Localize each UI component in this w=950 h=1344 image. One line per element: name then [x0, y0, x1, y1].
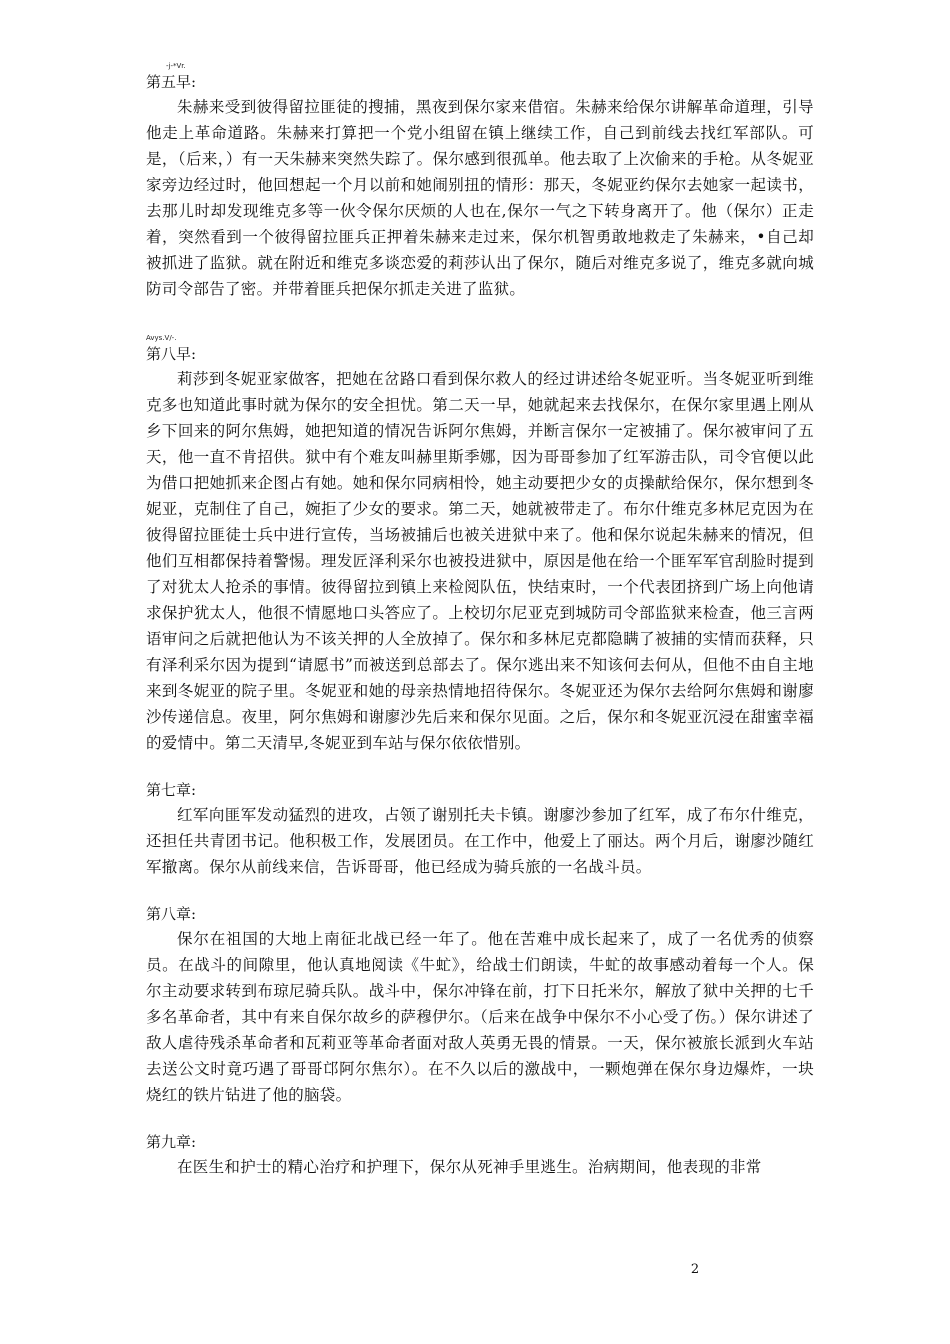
chapter-heading-1: 第五早:	[146, 73, 197, 91]
document-body	[146, 62, 814, 1180]
chapter-paragraph-3: 红军向匪军发动猛烈的进攻，占领了谢别托夫卡镇。谢廖沙参加了红军，成了布尔什维克，还担任共青团书记。他积极工作，发展团员。在工作中，他爱上了丽达。两个月后，谢廖沙随红军撤离。保尔从前线来信，告诉哥哥，他已经成为骑兵旅的一名战斗员。	[146, 806, 814, 876]
chapter-paragraph-5: 在医生和护士的精心治疗和护理下，保尔从死神手里逃生。治病期间，他表现的非常	[177, 1158, 762, 1176]
chapter-heading-5: 第九章:	[146, 1133, 197, 1151]
chapter-heading-4: 第八章:	[146, 905, 197, 923]
section-spacer	[146, 1108, 814, 1130]
section-spacer	[146, 756, 814, 778]
chapter-paragraph-2: 莉莎到冬妮亚家做客，把她在岔路口看到保尔救人的经过讲述给冬妮亚听。当冬妮亚听到维克多也知道此事时就为保尔的安全担忧。第二天一早，她就起来去找保尔，在保尔家里遇上刚从乡下回来的阿尔焦姆，她把知道的情况告诉阿尔焦姆，并断言保尔一定被捕了。保尔被审问了五天，他一直不肯招供。狱中有个难友叫赫里斯季娜，因为哥哥参加了红军游击队，司令官便以此为借口把她抓来企图占有她。她和保尔同病相怜，她主动要把少女的贞操献给保尔，保尔想到冬妮亚，克制住了自己，婉拒了少女的要求。第二天，她就被带走了。布尔什维克多林尼克因为在彼得留拉匪徒士兵中进行宣传，当场被捕后也被关进狱中来了。他和保尔说起朱赫来的情况，但他们互相都保持着警惕。理发匠泽利采尔也被投进狱中，原因是他在给一个匪军军官刮脸时提到了对犹太人抢杀的事情。彼得留拉到镇上来检阅队伍，快结束时，一个代表团挤到广场上向他请求保护犹太人，他很不情愿地口头答应了。上校切尔尼亚克到城防司令部监狱来检查，他三言两语审问之后就把他认为不该关押的人全放掉了。保尔和多林尼克都隐瞒了被捕的实情而获释，只有泽利采尔因为提到“请愿书”而被送到总部去了。保尔逃出来不知该何去何从，但他不由自主地来到冬妮亚的院子里。冬妮亚和她的母亲热情地招待保尔。冬妮亚还为保尔去给阿尔焦姆和谢廖沙传递信息。夜里，阿尔焦姆和谢廖沙先后来和保尔见面。之后，保尔和冬妮亚沉浸在甜蜜幸福的爱情中。第二天清早,冬妮亚到车站与保尔依依惜别。	[146, 370, 814, 752]
page-number: 2	[690, 1262, 700, 1277]
scan-artifact-mid: Avys.V/-.	[146, 334, 177, 342]
chapter-heading-3: 第七章:	[146, 781, 197, 799]
chapter-heading-2: 第八早:	[146, 345, 197, 363]
chapter-paragraph-1: 朱赫来受到彼得留拉匪徒的搜捕，黑夜到保尔家来借宿。朱赫来给保尔讲解革命道理，引导他走上革命道路。朱赫来打算把一个党小组留在镇上继续工作，自己到前线去找红军部队。可是，（后来，）有一天朱赫来突然失踪了。保尔感到很孤单。他去取了上次偷来的手枪。从冬妮亚家旁边经过时，他回想起一个月以前和她闹别扭的情形：那天，冬妮亚约保尔去她家一起读书，去那儿时却发现维克多等一伙令保尔厌烦的人也在,保尔一气之下转身离开了。他（保尔）正走着，突然看到一个彼得留拉匪兵正押着朱赫来走过来，保尔机智勇敢地救走了朱赫来，•自己却被抓进了监狱。就在附近和维克多谈恋爱的莉莎认出了保尔，随后对维克多说了，维克多就向城防司令部告了密。并带着匪兵把保尔抓走关进了监狱。	[146, 98, 814, 298]
section-spacer	[146, 302, 814, 334]
section-spacer	[146, 880, 814, 902]
chapter-paragraph-4: 保尔在祖国的大地上南征北战已经一年了。他在苦难中成长起来了，成了一名优秀的侦察员。在战斗的间隙里，他认真地阅读《牛虻》，给战士们朗读，牛虻的故事感动着每一个人。保尔主动要求转到布琼尼骑兵队。战斗中，保尔冲锋在前，打下日托米尔，解放了狱中关押的七千多名革命者，其中有来自保尔故乡的萨穆伊尔。（后来在战争中保尔不小心受了伤。）保尔讲述了敌人虐待残杀革命者和瓦莉亚等革命者面对敌人英勇无畏的情景。一天，保尔被旅长派到火车站去送公文时竟巧遇了哥哥邙阿尔焦尔）。在不久以后的激战中，一颗炮弹在保尔身边爆炸，一块烧红的铁片钻进了他的脑袋。	[146, 930, 814, 1104]
scan-artifact-top: -j-*Vr.	[166, 62, 186, 70]
